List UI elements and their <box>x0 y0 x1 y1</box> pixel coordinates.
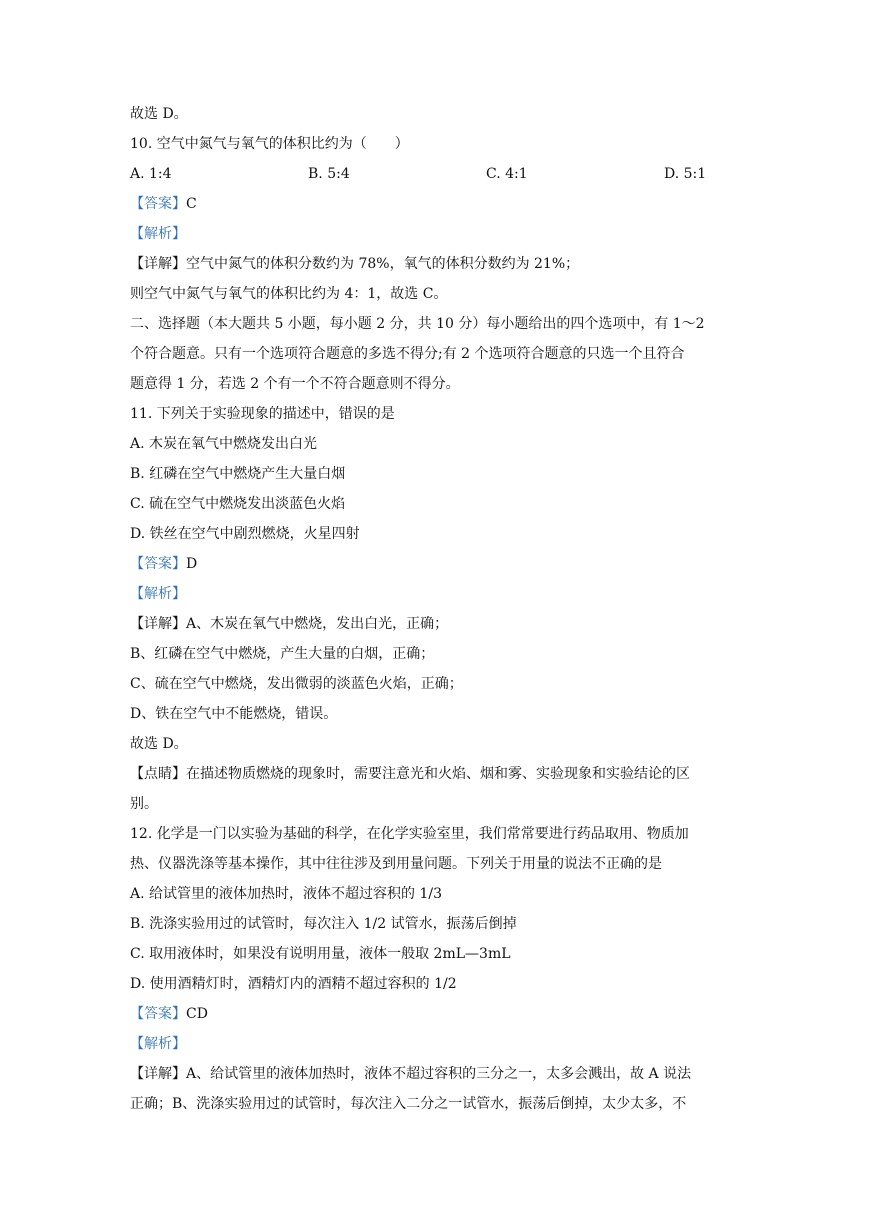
detail-tag: 【详解】 <box>130 256 186 272</box>
section-two-line3: 题意得 1 分，若选 2 个有一个不符合题意则不得分。 <box>130 376 460 392</box>
q10-answer: C <box>186 196 197 212</box>
q10-detail-text: 空气中氮气的体积分数约为 78%，氧气的体积分数约为 21%； <box>186 256 580 272</box>
q12-option-c: C. 取用液体时，如果没有说明用量，液体一般取 2mL—3mL <box>130 946 511 962</box>
q11-option-a: A. 木炭在氧气中燃烧发出白光 <box>130 436 318 452</box>
q11-detail-a: A、木炭在氧气中燃烧，发出白光，正确； <box>186 616 449 632</box>
q11-analysis-line <box>130 584 186 604</box>
q10-detail-cont: 则空气中氮气与氧气的体积比约为 4：1，故选 C。 <box>130 286 448 302</box>
q12-detail-text: A、给试管里的液体加热时，液体不超过容积的三分之一，太多会溅出，故 A 说法 <box>186 1066 692 1082</box>
q11-detail-c: C、硫在空气中燃烧，发出微弱的淡蓝色火焰，正确； <box>130 676 463 692</box>
q10-option-c: C. 4:1 <box>486 166 528 182</box>
q11-stem: 11. 下列关于实验现象的描述中，错误的是 <box>130 406 395 422</box>
q10-option-d: D. 5:1 <box>664 166 707 182</box>
answer-tag: 【答案】 <box>130 196 186 212</box>
q11-option-b: B. 红磷在空气中燃烧产生大量白烟 <box>130 466 346 482</box>
q11-answer-line <box>130 554 197 574</box>
q12-answer: CD <box>186 1006 208 1022</box>
q11-option-c: C. 硫在空气中燃烧发出淡蓝色火焰 <box>130 496 346 512</box>
q11-option-d: D. 铁丝在空气中剧烈燃烧，火星四射 <box>130 526 360 542</box>
detail-tag: 【详解】 <box>130 616 186 632</box>
q12-analysis-line <box>130 1034 186 1054</box>
q11-conclusion: 故选 D。 <box>130 736 188 752</box>
q12-detail-cont: 正确；B、洗涤实验用过的试管时，每次注入二分之一试管水，振荡后倒掉，太少太多，不 <box>130 1096 687 1112</box>
section-two-line2: 个符合题意。只有一个选项符合题意的多选不得分;有 2 个选项符合题意的只选一个且符合 <box>130 346 685 362</box>
analysis-tag: 【解析】 <box>130 1036 186 1052</box>
q9-conclusion: 故选 D。 <box>130 106 188 122</box>
section-two-heading: 二、选择题（本大题共 5 小题，每小题 2 分，共 10 分）每小题给出的四个选项中，有 1～2 <box>130 316 705 332</box>
analysis-tag: 【解析】 <box>130 586 186 602</box>
q10-option-a: A. 1:4 <box>130 166 172 182</box>
q10-option-b: B. 5:4 <box>308 166 350 182</box>
q11-comment-line <box>130 764 690 784</box>
q12-option-d: D. 使用酒精灯时，酒精灯内的酒精不超过容积的 1/2 <box>130 976 457 992</box>
analysis-tag: 【解析】 <box>130 226 186 242</box>
q12-option-a: A. 给试管里的液体加热时，液体不超过容积的 1/3 <box>130 886 442 902</box>
q11-comment-cont: 别。 <box>130 796 158 812</box>
q12-answer-line <box>130 1004 208 1024</box>
q12-detail-line <box>130 1064 691 1084</box>
q11-comment-text: 在描述物质燃烧的现象时，需要注意光和火焰、烟和雾、实验现象和实验结论的区 <box>186 766 690 782</box>
q10-analysis-line <box>130 224 186 244</box>
q11-detail-line <box>130 614 448 634</box>
answer-tag: 【答案】 <box>130 1006 186 1022</box>
q12-option-b: B. 洗涤实验用过的试管时，每次注入 1/2 试管水，振荡后倒掉 <box>130 916 517 932</box>
q10-stem: 10. 空气中氮气与氧气的体积比约为（ ） <box>130 136 409 152</box>
q10-detail-line <box>130 254 579 274</box>
q11-detail-b: B、红磷在空气中燃烧，产生大量的白烟，正确； <box>130 646 435 662</box>
q12-stem-cont: 热、仪器洗涤等基本操作，其中往往涉及到用量问题。下列关于用量的说法不正确的是 <box>130 856 662 872</box>
detail-tag: 【详解】 <box>130 1066 186 1082</box>
q12-stem: 12. 化学是一门以实验为基础的科学，在化学实验室里，我们常常要进行药品取用、物质加 <box>130 826 689 842</box>
q11-detail-d: D、铁在空气中不能燃烧，错误。 <box>130 706 338 722</box>
q11-answer: D <box>186 556 198 572</box>
comment-tag: 【点睛】 <box>130 766 186 782</box>
q10-answer-line <box>130 194 197 214</box>
answer-tag: 【答案】 <box>130 556 186 572</box>
